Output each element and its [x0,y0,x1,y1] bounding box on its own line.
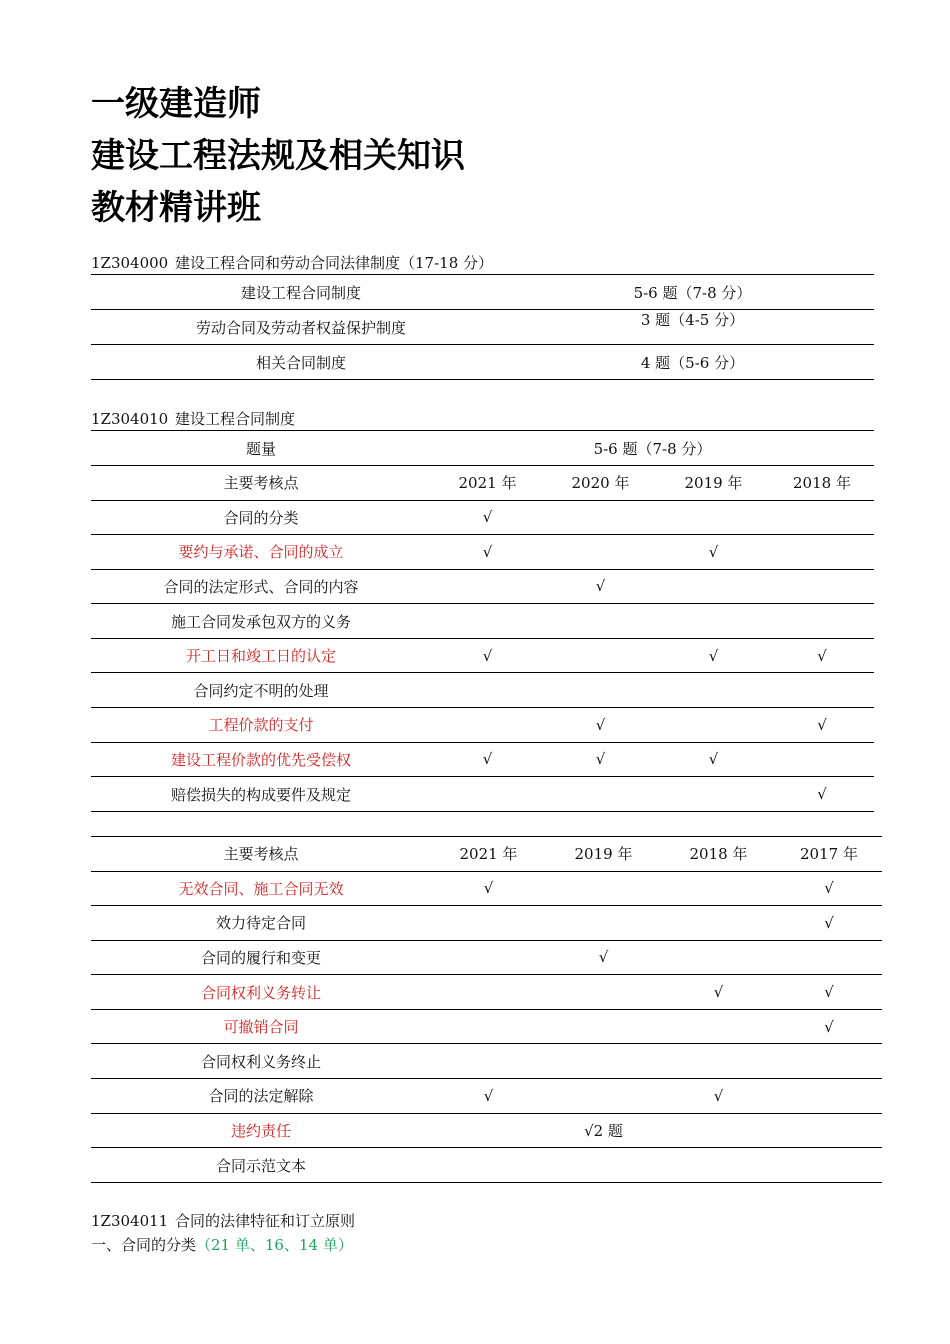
table-row [91,1148,882,1183]
check-mark [544,604,657,639]
check-mark [431,777,544,812]
check-mark [661,906,776,941]
check-mark: √ [657,638,770,673]
volume-table [91,430,874,466]
check-mark [661,1009,776,1044]
check-mark [546,975,661,1010]
check-mark [431,604,544,639]
table-header-row [91,837,882,871]
exam-table-1 [91,466,874,812]
check-mark [770,569,874,604]
topic-cell: 合同的法定形式、合同的内容 [91,569,431,604]
check-mark: √ [431,638,544,673]
subsection-title: 一、合同的分类 [91,1236,197,1254]
title-line-1: 一级建造师 [91,84,261,124]
topic-cell: 无效合同、施工合同无效 [91,871,431,906]
check-mark: √ [776,871,882,906]
header-year: 2018 年 [770,466,874,500]
spacer-table [91,810,882,837]
table-row [91,638,874,673]
summary-topic: 相关合同制度 [91,345,511,380]
check-mark [546,871,661,906]
check-mark [431,569,544,604]
header-year: 2019 年 [546,837,661,871]
table-row [91,871,882,906]
check-mark: √ [776,975,882,1010]
spacer-cell [91,810,882,836]
table-row [91,310,874,345]
topic-cell: 工程价款的支付 [91,708,431,743]
check-mark [431,906,546,941]
check-mark [546,1079,661,1114]
summary-topic: 建设工程合同制度 [91,275,511,310]
check-mark [431,1044,546,1079]
spacer-row [91,810,882,836]
topic-cell: 效力待定合同 [91,906,431,941]
table-row [91,777,874,812]
check-mark [770,500,874,535]
header-year: 2018 年 [661,837,776,871]
header-year: 2019 年 [657,466,770,500]
check-mark [776,940,882,975]
check-mark [544,535,657,570]
topic-cell: 要约与承诺、合同的成立 [91,535,431,570]
section-1-heading [91,253,493,273]
summary-topic: 劳动合同及劳动者权益保护制度 [91,310,511,345]
summary-score: 4 题（5-6 分） [511,345,874,380]
check-mark [431,940,546,975]
table-row [91,1079,882,1114]
table-row [91,742,874,777]
check-mark: √ [431,871,546,906]
topic-cell: 合同的法定解除 [91,1079,431,1114]
check-mark [776,1148,882,1183]
check-mark [544,673,657,708]
check-mark [776,1113,882,1148]
table-row [91,431,874,466]
topic-cell: 合同约定不明的处理 [91,673,431,708]
check-mark: √ [544,742,657,777]
check-mark [657,500,770,535]
check-mark [776,1079,882,1114]
check-mark: √ [657,535,770,570]
check-mark [661,871,776,906]
check-mark: √ [661,1079,776,1114]
check-mark [661,1113,776,1148]
check-mark [770,604,874,639]
check-mark [431,1148,546,1183]
topic-cell: 可撤销合同 [91,1009,431,1044]
topic-cell: 合同的分类 [91,500,431,535]
check-mark [546,1044,661,1079]
header-year: 2021 年 [431,466,544,500]
table-row [91,345,874,380]
check-mark: √ [544,708,657,743]
table-row [91,1113,882,1148]
section-2-heading [91,409,295,429]
topic-cell: 合同的履行和变更 [91,940,431,975]
table-row [91,275,874,310]
subsection-heading [91,1235,353,1255]
table-row [91,673,874,708]
document-title [91,78,465,234]
check-mark [657,673,770,708]
check-mark: √ [776,906,882,941]
check-mark: √ [770,777,874,812]
check-mark [431,708,544,743]
check-mark [544,777,657,812]
check-mark [770,742,874,777]
check-mark [431,1113,546,1148]
check-mark [546,1148,661,1183]
table-row [91,906,882,941]
check-mark: √ [661,975,776,1010]
volume-value: 5-6 题（7-8 分） [431,431,874,466]
table-header-row [91,466,874,500]
check-mark [661,1044,776,1079]
check-mark [544,638,657,673]
summary-table [91,274,874,380]
check-mark: √ [431,500,544,535]
section-2-code: 1Z304010 [91,410,169,428]
check-mark [776,1044,882,1079]
section-2-name: 建设工程合同制度 [175,410,296,428]
topic-cell: 违约责任 [91,1113,431,1148]
table-row [91,535,874,570]
section-4-name: 合同的法律特征和订立原则 [175,1212,356,1230]
check-mark: √ [770,708,874,743]
check-mark [546,1009,661,1044]
check-mark [546,906,661,941]
check-mark [770,535,874,570]
check-mark: √2 题 [546,1113,661,1148]
table-row [91,940,882,975]
volume-label: 题量 [91,431,431,466]
section-1-code: 1Z304000 [91,254,169,272]
header-year: 2017 年 [776,837,882,871]
exam-table-2 [91,837,882,1183]
header-year: 2020 年 [544,466,657,500]
section-4-heading [91,1211,355,1231]
title-line-3: 教材精讲班 [91,188,261,228]
check-mark: √ [546,940,661,975]
check-mark: √ [770,638,874,673]
check-mark [657,569,770,604]
check-mark [657,708,770,743]
table-row [91,1009,882,1044]
summary-score: 5-6 题（7-8 分） [511,275,874,310]
table-row [91,975,882,1010]
check-mark [657,604,770,639]
topic-cell: 施工合同发承包双方的义务 [91,604,431,639]
table-row [91,569,874,604]
section-4-code: 1Z304011 [91,1212,169,1230]
check-mark: √ [776,1009,882,1044]
topic-cell: 建设工程价款的优先受偿权 [91,742,431,777]
header-topic: 主要考核点 [91,837,431,871]
table-row [91,1044,882,1079]
check-mark [544,500,657,535]
check-mark [661,1148,776,1183]
topic-cell: 合同权利义务转让 [91,975,431,1010]
check-mark [431,673,544,708]
table-row [91,708,874,743]
check-mark [770,673,874,708]
summary-score: 3 题（4-5 分） [640,310,745,329]
header-topic: 主要考核点 [91,466,431,500]
check-mark: √ [431,535,544,570]
section-1-name: 建设工程合同和劳动合同法律制度（17-18 分） [175,254,494,272]
check-mark [431,1009,546,1044]
subsection-note: （21 单、16、14 单） [196,1236,353,1254]
table-row [91,500,874,535]
title-line-2: 建设工程法规及相关知识 [91,136,465,176]
check-mark [431,975,546,1010]
check-mark [657,777,770,812]
topic-cell: 合同示范文本 [91,1148,431,1183]
check-mark: √ [657,742,770,777]
topic-cell: 合同权利义务终止 [91,1044,431,1079]
header-year: 2021 年 [431,837,546,871]
table-row [91,604,874,639]
topic-cell: 开工日和竣工日的认定 [91,638,431,673]
summary-score-cell [511,310,874,345]
topic-cell: 赔偿损失的构成要件及规定 [91,777,431,812]
check-mark: √ [544,569,657,604]
check-mark: √ [431,1079,546,1114]
check-mark [661,940,776,975]
check-mark: √ [431,742,544,777]
